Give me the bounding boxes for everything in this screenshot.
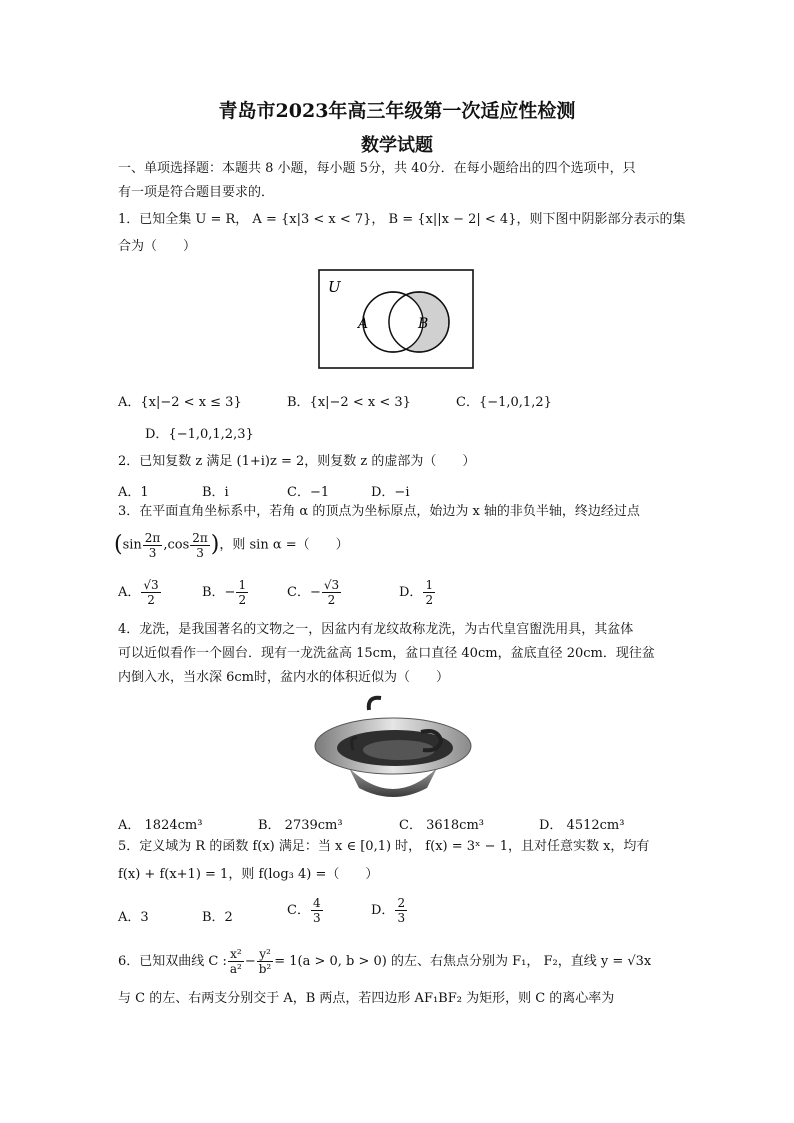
q5-option-d: D． $\frac{2}{3}$ [371, 896, 406, 925]
q2-option-b: B．i [202, 485, 229, 500]
q4-stem-line2: 可以近似看作一个圆台．现有一龙洗盆高 15cm，盆口直径 40cm，盆底直径 20cm．现往盆 [118, 646, 655, 661]
q3-option-b: B．− $\frac{1}{2}$ [202, 578, 247, 607]
q2-option-a: A．1 [118, 485, 149, 500]
q1-option-d: D．{−1,0,1,2,3} [145, 427, 254, 442]
venn-diagram [318, 269, 474, 369]
exam-subtitle: 数学试题 [361, 135, 433, 156]
q3-stem-line2: (sin $\frac{2\pi}{3}$ ,cos $\frac{2\pi}{3}$ )，则 sin α =（ ） [114, 530, 349, 560]
exam-title: 青岛市2023年高三年级第一次适应性检测 [218, 100, 576, 122]
q3-stem-line1: 3．在平面直角坐标系中，若角 α 的顶点为坐标原点，始边为 x 轴的非负半轴，终边经过点 [118, 504, 640, 519]
q5-option-c: C． $\frac{4}{3}$ [287, 896, 321, 925]
q1-stem-line2: 合为（ ） [118, 239, 197, 254]
q4-option-d: D． 4512cm³ [539, 818, 625, 833]
q5-stem-line1: 5．定义域为 R 的函数 f(x) 满足：当 x ∈ [0,1) 时， f(x) = 3ˣ − 1，且对任意实数 x，均有 [118, 839, 650, 854]
q1-option-c: C．{−1,0,1,2} [456, 395, 552, 410]
q4-stem-line3: 内倒入水，当水深 6cm时，盆内水的体积近似为（ ） [118, 670, 450, 685]
venn-label-b: B [418, 316, 429, 332]
q1-option-b: B．{x|−2 < x < 3} [287, 395, 411, 410]
venn-label-a: A [358, 316, 369, 332]
q6-stem-line1: 6．已知双曲线 C : $\frac{\text{x²}}{\text{a²}}$ − $\frac{\text{y²}}{\text{b²}}$ = 1(a > 0, b > 0) 的左、右焦点分别为 F₁， F₂，直线 y = √3x [118, 947, 652, 976]
q2-stem: 2．已知复数 z 满足 (1+i)z = 2，则复数 z 的虚部为（ ） [118, 454, 476, 469]
section-instruction-line1: 一、单项选择题：本题共 8 小题，每小题 5分，共 40分．在每小题给出的四个选项中，只 [118, 161, 636, 176]
q3-option-c: C．− $\frac{√3}{2}$ [287, 578, 340, 607]
q2-option-c: C．−1 [287, 485, 330, 500]
q5-option-a: A．3 [118, 910, 149, 925]
q5-stem-line2: f(x) + f(x+1) = 1，则 f(log₃ 4) =（ ） [118, 867, 379, 882]
q2-option-d: D．−i [371, 485, 410, 500]
section-instruction-line2: 有一项是符合题目要求的． [118, 185, 275, 200]
q4-option-b: B． 2739cm³ [258, 818, 343, 833]
q1-stem-line1: 1．已知全集 U = R， A = {x|3 < x < 7}， B = {x||x − 2| < 4}，则下图中阴影部分表示的集 [118, 212, 686, 227]
q3-option-a: A． $\frac{√3}{2}$ [118, 578, 159, 607]
q4-option-a: A． 1824cm³ [118, 818, 203, 833]
longxi-basin-photo [309, 688, 477, 802]
venn-label-u: U [328, 278, 341, 296]
q6-stem-line2: 与 C 的左、右两支分别交于 A，B 两点，若四边形 AF₁BF₂ 为矩形，则 C 的离心率为 [118, 991, 615, 1006]
q1-option-a: A．{x|−2 < x ≤ 3} [118, 395, 242, 410]
q4-stem-line1: 4．龙洗，是我国著名的文物之一，因盆内有龙纹故称龙洗，为古代皇宫盥洗用具，其盆体 [118, 622, 634, 637]
q3-option-d: D． $\frac{1}{2}$ [399, 578, 434, 607]
q4-option-c: C． 3618cm³ [399, 818, 484, 833]
q5-option-b: B．2 [202, 910, 233, 925]
